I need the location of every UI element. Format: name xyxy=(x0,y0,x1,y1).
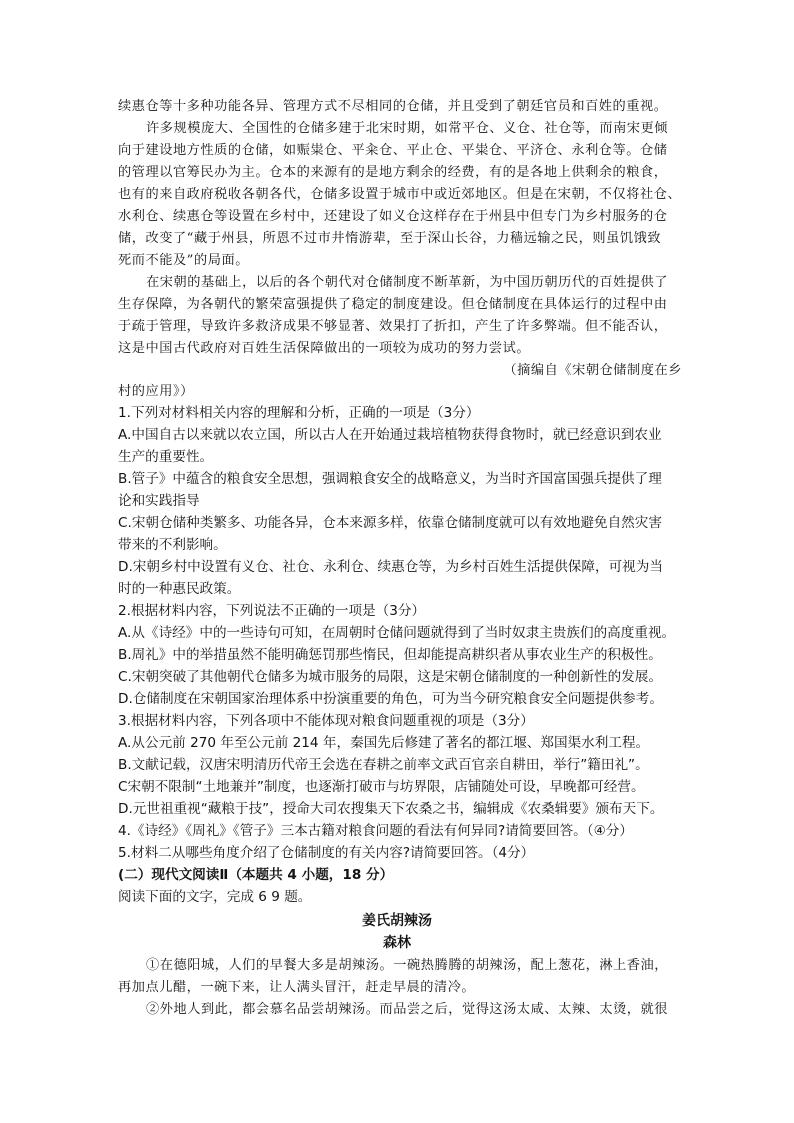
story-author: 森林 xyxy=(383,935,411,951)
question-line: 4.《诗经》《周礼》《管子》三本古籍对粮食问题的看法有何异同?请简要回答。（④分） xyxy=(118,823,633,839)
question-line: C.宋朝突破了其他朝代仓储多为城市服务的局限，这是宋朝仓储制度的一种创新性的发展。 xyxy=(118,669,662,685)
story-line: 再加点儿醋，一碗下来，让人满头冒汗，赶走早晨的清冷。 xyxy=(118,980,476,995)
passage-line: 生存保障，为各朝代的繁荣富强提供了稳定的制度建设。但仓储制度在具体运行的过程中由 xyxy=(118,297,668,312)
section-heading: (二）现代文阅读Ⅱ（本题共 4 小题，18 分） xyxy=(118,867,394,883)
passage-line: 水利仓、续惠仓等设置在乡村中，还建设了如义仓这样存在于州县中但专门为乡村服务的仓 xyxy=(118,209,668,224)
question-line: 生产的重要性。 xyxy=(118,449,214,465)
source-citation-cont: 村的应用》） xyxy=(118,384,194,399)
passage-line: 死而不能及”的局面。 xyxy=(118,253,249,268)
question-line: C宋朝不限制“土地兼并”制度，也逐渐打破市与坊界限，店铺随处可设，早晚都可经营。 xyxy=(118,779,645,795)
question-line: 1.下列对材料相关内容的理解和分析，正确的一项是（3分） xyxy=(118,405,480,421)
question-line: 论和实践指导 xyxy=(118,493,200,509)
question-line: D.元世祖重视“藏粮于技”，授命大司农搜集天下农桑之书，编辑成《农桑辑要》颁布天下。 xyxy=(118,801,664,817)
passage-line: 这是中国古代政府对百姓生活保障做出的一项较为成功的努力尝试。 xyxy=(118,341,531,356)
passage-line: 也有的来自政府税收各朝各代，仓储多设置于城市中或近郊地区。但是在宋朝，不仅将社仓、 xyxy=(118,187,682,202)
question-line: A.从公元前 270 年至公元前 214 年，秦国先后修建了著名的都江堰、郑国渠水利工程。 xyxy=(118,735,650,751)
question-line: 5.材料二从哪些角度介绍了仓储制度的有关内容?请简要回答。（4分） xyxy=(118,845,535,861)
question-line: B.文献记载，汉唐宋明清历代帝王会选在春耕之前率文武百官亲自耕田，举行”籍田礼”。 xyxy=(118,757,649,773)
story-title: 姜氏胡辣汤 xyxy=(362,913,432,929)
section-instruction: 阅读下面的文字，完成 6 9 题。 xyxy=(118,889,312,905)
story-line: ②外地人到此，都会慕名品尝胡辣汤。而品尝之后，觉得这汤太咸、太辣、太烫，就很 xyxy=(146,1002,669,1017)
question-line: B.管子》中蕴含的粮食安全思想，强调粮食安全的战略意义，为当时齐国富国强兵提供了理 xyxy=(118,471,662,487)
passage-line: 储，改变了“藏于州县，所恩不过市井惰游辈，至于深山长谷，力穑远输之民，则虽饥饿致 xyxy=(118,231,662,246)
question-line: B.周礼》中的举措虽然不能明确惩罚那些惰民，但却能提高耕织者从事农业生产的积极性。 xyxy=(118,647,662,663)
question-line: D.仓储制度在宋朝国家治理体系中扮演重要的角色，可为当今研究粮食安全问题提供参考。 xyxy=(118,691,663,707)
question-line: 带来的不利影响。 xyxy=(118,537,227,553)
passage-line: 在宋朝的基础上，以后的各个朝代对仓储制度不断革新，为中国历朝历代的百姓提供了 xyxy=(146,275,669,290)
question-line: D.宋朝乡村中设置有义仓、社仓、永利仓、续惠仓等，为乡村百姓生活提供保障，可视为当 xyxy=(118,559,663,575)
story-line: ①在德阳城，人们的早餐大多是胡辣汤。一碗热腾腾的胡辣汤，配上葱花，淋上香油， xyxy=(146,958,669,973)
passage-line: 续惠仓等十多种功能各异、管理方式不尽相同的仓储，并且受到了朝廷官员和百姓的重视。 xyxy=(118,99,668,114)
question-line: 2.根据材料内容，下列说法不正确的一项是（3分） xyxy=(118,603,426,619)
question-line: C.宋朝仓储种类繁多、功能各异，仓本来源多样，依靠仓储制度就可以有效地避免自然灾害 xyxy=(118,515,662,531)
question-line: A.中国自古以来就以农立国，所以古人在开始通过栽培植物获得食物时，就已经意识到农业 xyxy=(118,427,662,443)
question-line: 3.根据材料内容，下列各项中不能体现对粮食问题重视的项是（3分） xyxy=(118,713,534,729)
question-line: 时的一种惠民政策。 xyxy=(118,581,241,597)
source-citation: （摘编自《宋朝仓储制度在乡 xyxy=(503,363,682,378)
passage-line: 于疏于管理，导致许多救济成果不够显著、效果打了折扣，产生了许多弊端。但不能否认， xyxy=(118,319,668,334)
passage-line: 向于建设地方性质的仓储，如赈粜仓、平籴仓、平止仓、平粜仓、平济仓、永利仓等。仓储 xyxy=(118,143,668,158)
question-line: A.从《诗经》中的一些诗句可知，在周朝时仓储问题就得到了当时奴隶主贵族们的高度重视。 xyxy=(118,625,676,641)
passage-line: 的管理以官筹民办为主。仓本的来源有的是地方剩余的经费，有的是各地上供剩余的粮食， xyxy=(118,165,668,180)
passage-line: 许多规模庞大、全国性的仓储多建于北宋时期，如常平仓、义仓、社仓等，而南宋更倾 xyxy=(146,121,669,136)
